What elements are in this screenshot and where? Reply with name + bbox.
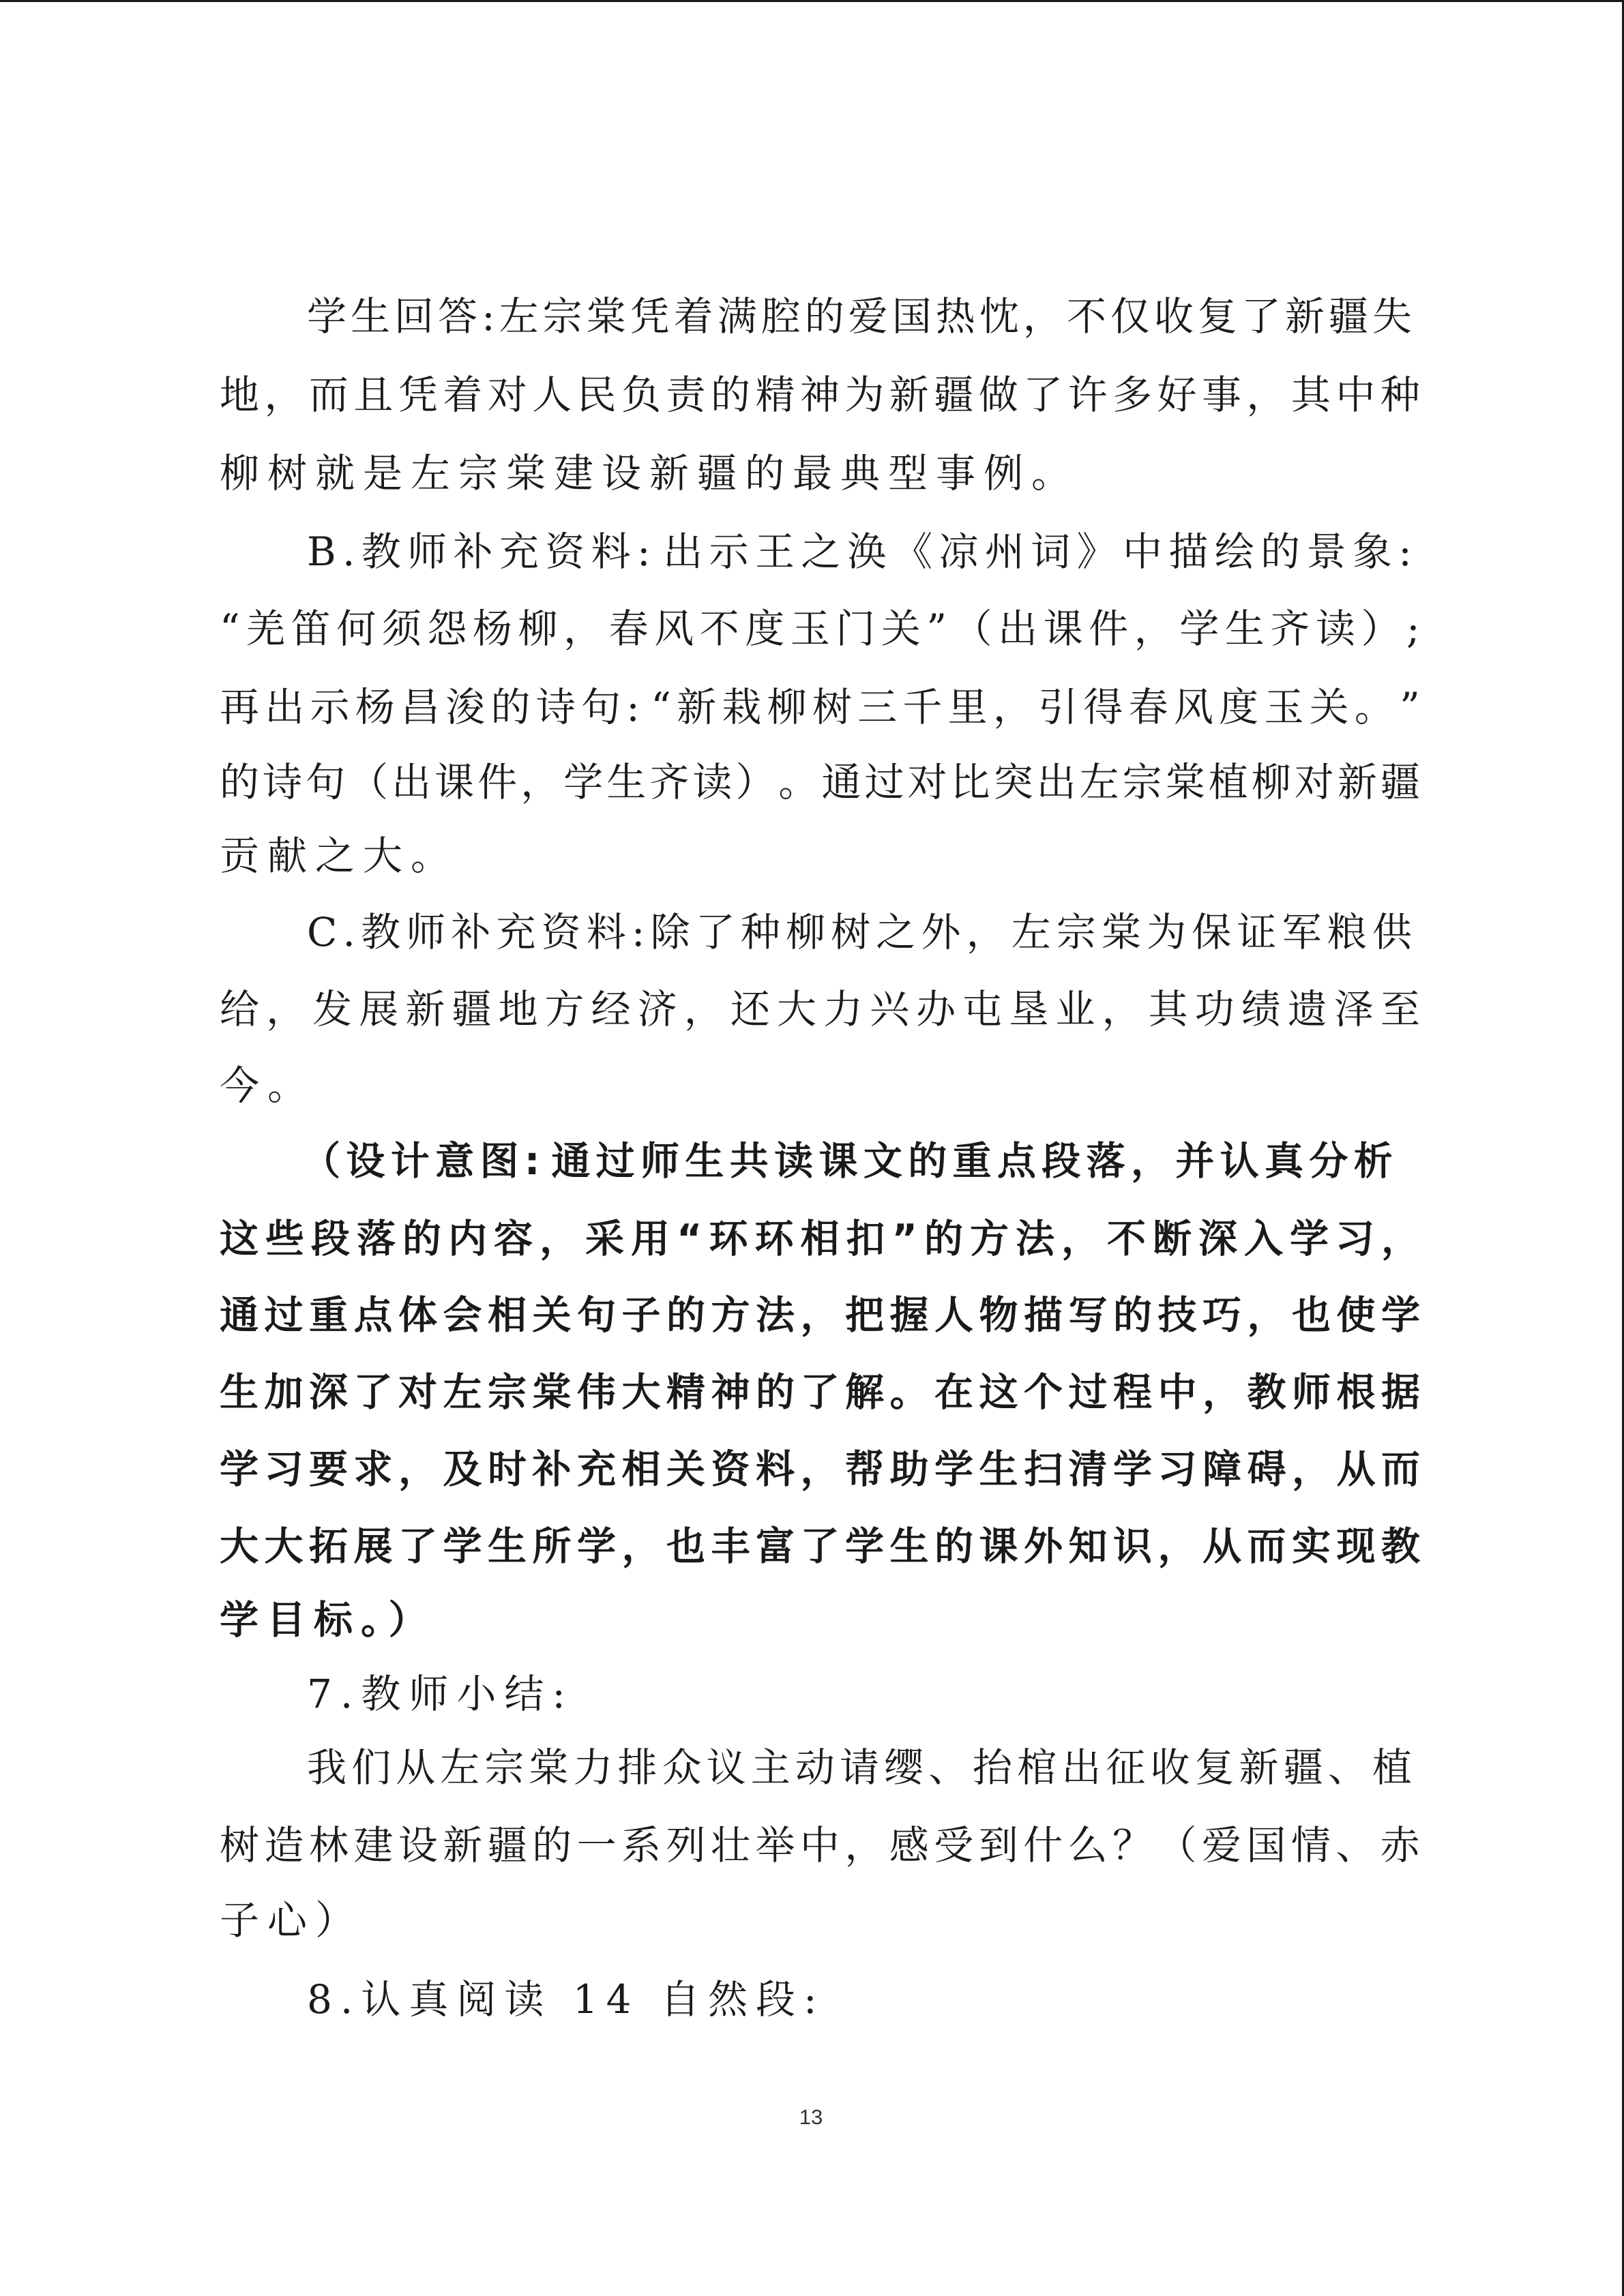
paragraph-line: 的 诗 句 （ 出 课 件 ， 学 生 齐 读 ） 。 通 过 对 比 突 出 左 宗 棠 植 柳 对 新 疆 bbox=[220, 759, 1420, 805]
paragraph-line: “ 羌 笛 何 须 怨 杨 柳 ， 春 风 不 度 玉 门 关 ” （ 出 课 件 ， 学 生 齐 读 ） ; bbox=[220, 606, 1420, 652]
paragraph-line: 子心） bbox=[220, 1897, 364, 1943]
paragraph-line: 今。 bbox=[220, 1062, 316, 1109]
paragraph-line: 给 ， 发 展 新 疆 地 方 经 济 ， 还 大 力 兴 办 屯 垦 业 ， 其 功 绩 遗 泽 至 bbox=[220, 986, 1420, 1032]
design-intent-line: 学 习 要 求 ， 及 时 补 充 相 关 资 料 ， 帮 助 学 生 扫 清 学 习 障 碍 ， 从 而 bbox=[220, 1447, 1420, 1492]
design-intent-line: 生 加 深 了 对 左 宗 棠 伟 大 精 神 的 了 解 。 在 这 个 过 程 中 ， 教 师 根 据 bbox=[220, 1370, 1420, 1415]
paragraph-line: 我 们 从 左 宗 棠 力 排 众 议 主 动 请 缨 、 抬 棺 出 征 收 复 新 疆 、 植 bbox=[307, 1744, 1412, 1791]
design-intent-line: 学目标。） bbox=[220, 1598, 436, 1643]
paragraph-line: 树 造 林 建 设 新 疆 的 一 系 列 壮 举 中 ， 感 受 到 什 么 ？ （ 爱 国 情 、 赤 bbox=[220, 1822, 1420, 1868]
design-intent-line: 这 些 段 落 的 内 容 ， 采 用 “ 环 环 相 扣 ” 的 方 法 ， 不 断 深 入 学 习 ， bbox=[220, 1217, 1420, 1262]
page-number: 13 bbox=[799, 2105, 823, 2129]
paragraph-line: 柳树就是左宗棠建设新疆的最典型事例。 bbox=[220, 450, 1080, 496]
paragraph-line: B . 教 师 补 充 资 料 : 出 示 王 之 涣 《 凉 州 词 》 中 描 绘 的 景 象 : bbox=[307, 528, 1412, 575]
section-heading: 7.教师小结: bbox=[307, 1671, 574, 1717]
design-intent-line: 大 大 拓 展 了 学 生 所 学 ， 也 丰 富 了 学 生 的 课 外 知 识 ， 从 而 实 现 教 bbox=[220, 1524, 1420, 1569]
paragraph-line: 再 出 示 杨 昌 浚 的 诗 句 : “ 新 栽 柳 树 三 千 里 ， 引 得 春 风 度 玉 关 。 ” bbox=[220, 684, 1420, 730]
design-intent-line: 通 过 重 点 体 会 相 关 句 子 的 方 法 ， 把 握 人 物 描 写 的 技 巧 ， 也 使 学 bbox=[220, 1293, 1420, 1338]
design-intent-line: （ 设 计 意 图 : 通 过 师 生 共 读 课 文 的 重 点 段 落 ， 并 认 真 分 析 bbox=[301, 1139, 1393, 1184]
paragraph-line: 贡献之大。 bbox=[220, 833, 459, 879]
paragraph-line: 地 ， 而 且 凭 着 对 人 民 负 责 的 精 神 为 新 疆 做 了 许 多 好 事 ， 其 中 种 bbox=[220, 372, 1420, 418]
paragraph-line: 学 生 回 答 : 左 宗 棠 凭 着 满 腔 的 爱 国 热 忱 ， 不 仅 收 复 了 新 疆 失 bbox=[307, 293, 1412, 340]
section-heading: 8.认真阅读 14 自然段: bbox=[307, 1976, 825, 2023]
paragraph-line: C . 教 师 补 充 资 料 : 除 了 种 柳 树 之 外 ， 左 宗 棠 为 保 证 军 粮 供 bbox=[307, 909, 1412, 955]
